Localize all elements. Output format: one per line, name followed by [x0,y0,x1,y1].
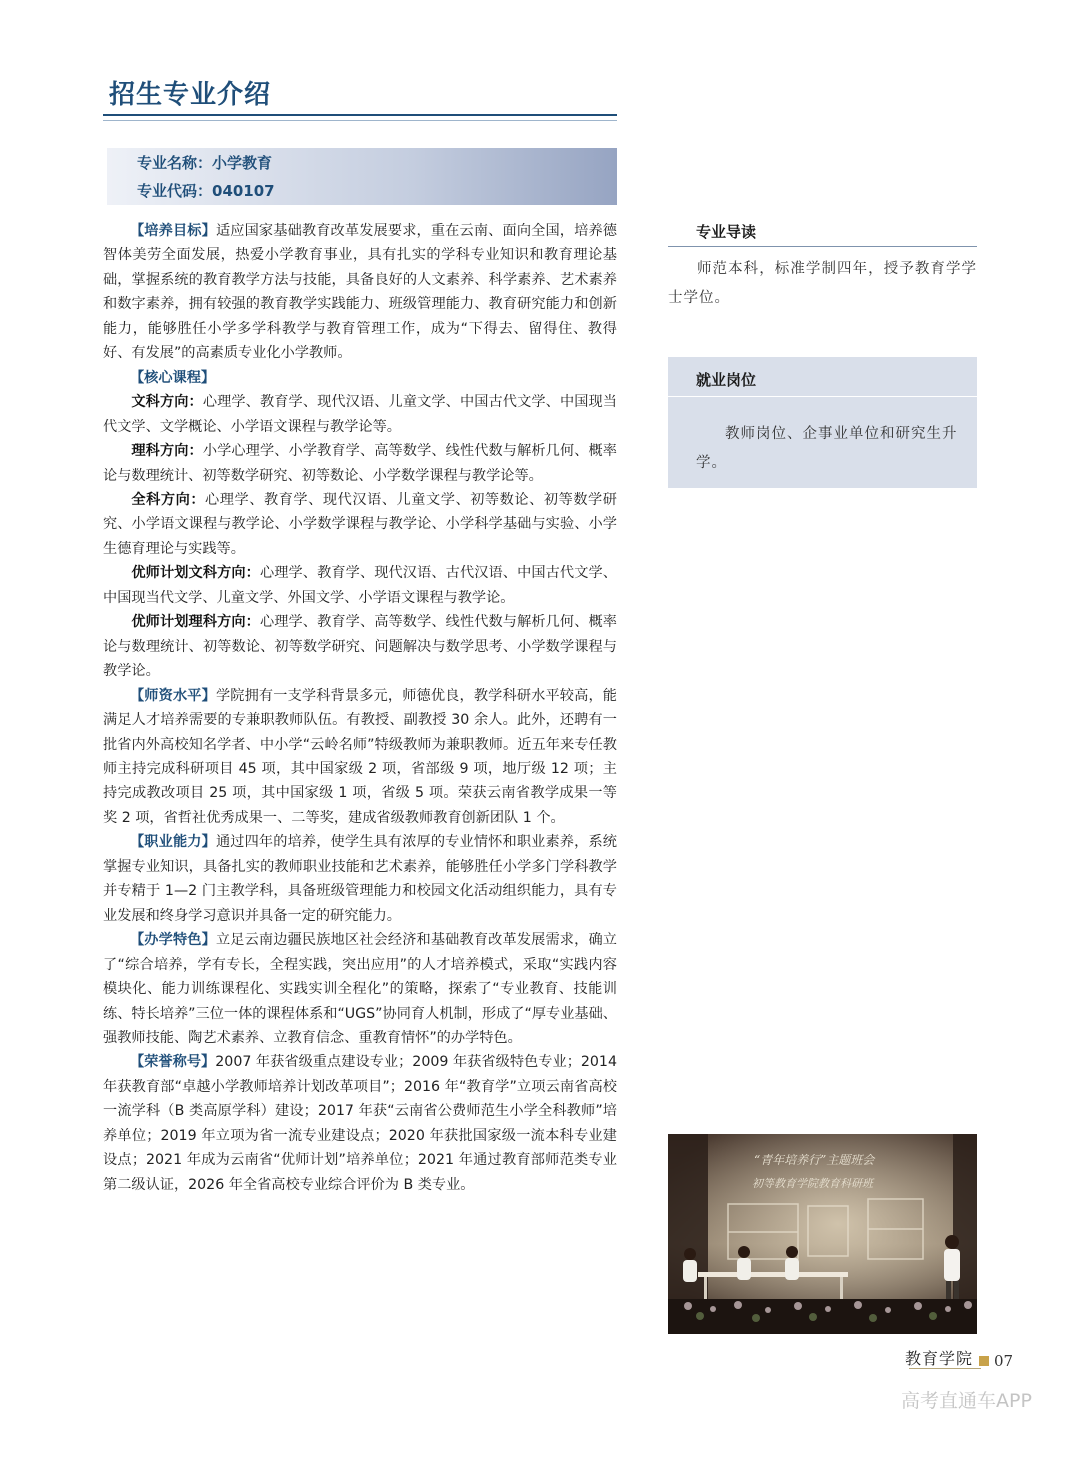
sidebar-jobs [668,357,977,488]
core-item-label: 优师计划理科方向： [131,614,260,631]
footer-college: 教育学院 [905,1349,974,1368]
section-label-goal: 【培养目标】 [129,223,216,239]
core-item-label: 文科方向： [131,394,203,411]
faculty-paragraph [103,684,617,831]
core-item [103,390,617,439]
class-meeting-photo [668,1134,977,1334]
section-label-core: 【核心课程】 [129,369,216,386]
core-item-label: 优师计划文科方向： [131,565,260,582]
guide-text: 师范本科，标准学制四年，授予教育学学士学位。 [668,261,977,306]
honors-text: 2007 年获省级重点建设专业；2009 年获省级特色专业；2014 年获教育部“卓越小学教师培养计划改革项目”；2016 年“教育学”立项云南省高校一流学科（B 类高原学科）建设；2017 年获“云南省公费师范生小学全科教师”培养单位；2019 年立项为省一流专业建设点；2020 年获批国家级一流本科专业建设点；2021 年成为云南省“优师计划”培养单位；2021 年通过教育部师范类专业第二级认证，2026 年全省高校专业综合评价为 B 类专业。 [103,1054,617,1193]
core-item-text: 心理学、教育学、现代汉语、古代汉语、中国古代文学、中国现当代文学、儿童文学、外国文学、小学语文课程与教学论。 [103,565,617,606]
photo-illustration [668,1134,977,1334]
page-title: 招生专业介绍 [109,80,272,110]
core-item-label: 全科方向： [131,491,206,508]
page-header [103,72,617,116]
ability-text: 通过四年的培养，使学生具有浓厚的专业情怀和职业素养，系统掌握专业知识，具备扎实的教师职业技能和艺术素养，能够胜任小学多门学科教学并专精于 1—2 门主教学科，具备班级管理能力和校园文化活动组织能力，具有专业发展和终身学习意识并具备一定的研究能力。 [103,834,617,924]
photo-banner-line1: “青年培养行”主题班会 [754,1153,875,1167]
section-label-features: 【办学特色】 [129,932,216,949]
core-item-label: 理科方向： [131,443,203,460]
goal-paragraph [103,219,617,366]
section-label-faculty: 【师资水平】 [129,687,216,704]
ability-paragraph [103,830,617,928]
major-info-box [107,148,617,205]
core-item [103,561,617,610]
jobs-title: 就业岗位 [668,369,977,397]
core-item-text: 心理学、教育学、现代汉语、儿童文学、初等数论、初等数学研究、小学语文课程与教学论、小学数学课程与教学论、小学科学基础与实验、小学生德育理论与实践等。 [103,491,617,557]
watermark: 高考直通车APP [901,1390,1032,1412]
core-heading [103,366,617,390]
section-label-ability: 【职业能力】 [129,834,216,851]
sidebar-guide [668,219,977,313]
core-item-text: 小学心理学、小学教育学、高等数学、线性代数与解析几何、概率论与数理统计、初等数学研究、初等数论、小学数学课程与教学论等。 [103,443,617,484]
goal-text: 适应国家基础教育改革发展要求，重在云南、面向全国，培养德智体美劳全面发展，热爱小学教育事业，具有扎实的学科专业知识和教育理论基础，掌握系统的教育教学方法与技能，具备良好的人文素养、科学素养、艺术素养和数字素养，拥有较强的教育教学实践能力、班级管理能力、教育研究能力和创新能力，能够胜任小学多学科教学与教育管理工作，成为“下得去、留得住、教得好、有发展”的高素质专业化小学教师。 [103,223,617,362]
major-name: 专业名称：小学教育 [137,154,273,172]
section-label-honors: 【荣誉称号】 [129,1054,216,1071]
faculty-text: 学院拥有一支学科背景多元，师德优良，教学科研水平较高，能满足人才培养需要的专兼职教师队伍。有教授、副教授 30 余人。此外，还聘有一批省内外高校知名学者、中小学“云岭名师”特级教师为兼职教师。近五年来专任教师主持完成科研项目 45 项，其中国家级 2 项，省部级 9 项，地厅级 12 项；主持完成教改项目 25 项，其中国家级 1 项，省级 5 项。荣获云南省教学成果一等奖 2 项，省哲社优秀成果一、二等奖，建成省级教师教育创新团队 1 个。 [103,687,617,826]
photo-banner-line2: 初等教育学院教育科研班 [752,1177,873,1190]
honors-paragraph [103,1050,617,1197]
core-item-text: 心理学、教育学、现代汉语、儿童文学、中国古代文学、中国现当代文学、文学概论、小学语文课程与教学论等。 [103,394,617,435]
footer-square-icon [979,1356,989,1366]
core-item [103,439,617,488]
core-item [103,488,617,561]
guide-title: 专业导读 [668,219,977,247]
features-text: 立足云南边疆民族地区社会经济和基础教育改革发展需求，确立了“综合培养，学有专长，全程实践，突出应用”的人才培养模式，采取“实践内容模块化、能力训练课程化、实践实训全程化”的策略，探索了“专业教育、技能训练、特长培养”三位一体的课程体系和“UGS”协同育人机制，形成了“厚专业基础、强教师技能、陶艺术素养、立教育信念、重教育情怀”的办学特色。 [103,932,617,1046]
major-code: 专业代码：040107 [137,182,275,200]
header-divider [103,120,617,121]
page-number: 07 [994,1352,1014,1370]
jobs-text: 教师岗位、企事业单位和研究生升学。 [696,426,958,471]
features-paragraph [103,928,617,1050]
footer-divider [909,1368,981,1369]
core-item-text: 心理学、教育学、高等数学、线性代数与解析几何、概率论与数理统计、初等数论、初等数学研究、问题解决与数学思考、小学数学课程与教学论。 [103,614,617,680]
main-body [103,219,617,1197]
core-item [103,610,617,683]
